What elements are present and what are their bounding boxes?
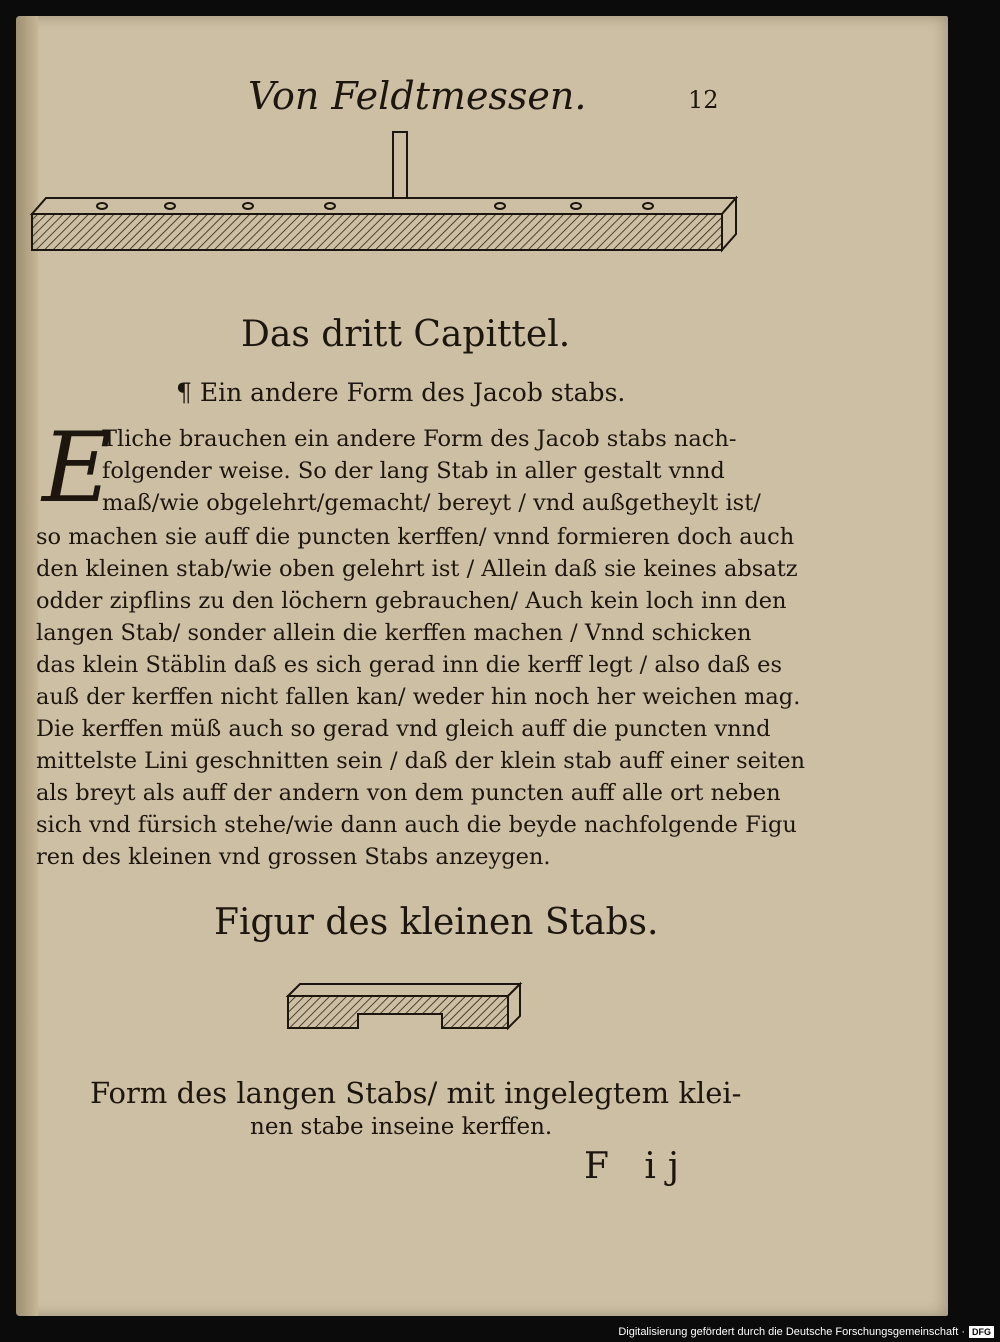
body-line: sich vnd fürsich stehe/wie dann auch die beyde nachfolgende Figu	[36, 812, 797, 838]
drop-cap: E	[42, 412, 113, 524]
running-head: Von Feldtmessen.	[248, 74, 587, 118]
page-number: 12	[688, 86, 719, 114]
dfg-logo-icon: DFG	[969, 1326, 994, 1338]
body-line: mittelste Lini geschnitten sein / daß der klein stab auff einer seiten	[36, 748, 806, 774]
body-line: den kleinen stab/wie oben gelehrt ist / Allein daß sie keines absatz	[36, 556, 798, 582]
chapter-title: Das dritt Capittel.	[241, 314, 571, 355]
footer-text: Digitalisierung gefördert durch die Deutsche Forschungsgemeinschaft ·	[618, 1326, 965, 1338]
figure-caption-small-staff: Figur des kleinen Stabs.	[214, 902, 659, 943]
body-line: so machen sie auff die puncten kerffen/ vnnd formieren doch auch	[36, 524, 795, 550]
signature-mark: F ij	[584, 1146, 692, 1187]
long-staff-illustration	[30, 128, 750, 258]
body-line: maß/wie obgelehrt/gemacht/ bereyt / vnd außgetheylt ist/	[102, 490, 761, 516]
body-line: ren des kleinen vnd grossen Stabs anzeygen.	[36, 844, 551, 870]
small-staff-illustration	[286, 980, 526, 1040]
body-line: als breyt als auff der andern von dem puncten auff alle ort neben	[36, 780, 781, 806]
body-line: langen Stab/ sonder allein die kerffen machen / Vnnd schicken	[36, 620, 752, 646]
body-line: folgender weise. So der lang Stab in aller gestalt vnnd	[102, 458, 725, 484]
figure-caption-long-staff-line1: Form des langen Stabs/ mit ingelegtem klei-	[90, 1076, 742, 1110]
body-line: das klein Stäblin daß es sich gerad inn die kerff legt / also daß es	[36, 652, 783, 678]
body-line: auß der kerffen nicht fallen kan/ weder hin noch her weichen mag.	[36, 684, 801, 710]
body-line: Tliche brauchen ein andere Form des Jacob stabs nach-	[102, 426, 737, 452]
footer-credit	[618, 1326, 994, 1338]
figure-caption-long-staff-line2: nen stabe inseine kerffen.	[250, 1114, 553, 1140]
body-line: Die kerffen müß auch so gerad vnd gleich auff die puncten vnnd	[36, 716, 771, 742]
section-subheading: ¶ Ein andere Form des Jacob stabs.	[176, 378, 626, 407]
book-page	[16, 16, 948, 1316]
body-line: odder zipflins zu den löchern gebrauchen/ Auch kein loch inn den	[36, 588, 787, 614]
